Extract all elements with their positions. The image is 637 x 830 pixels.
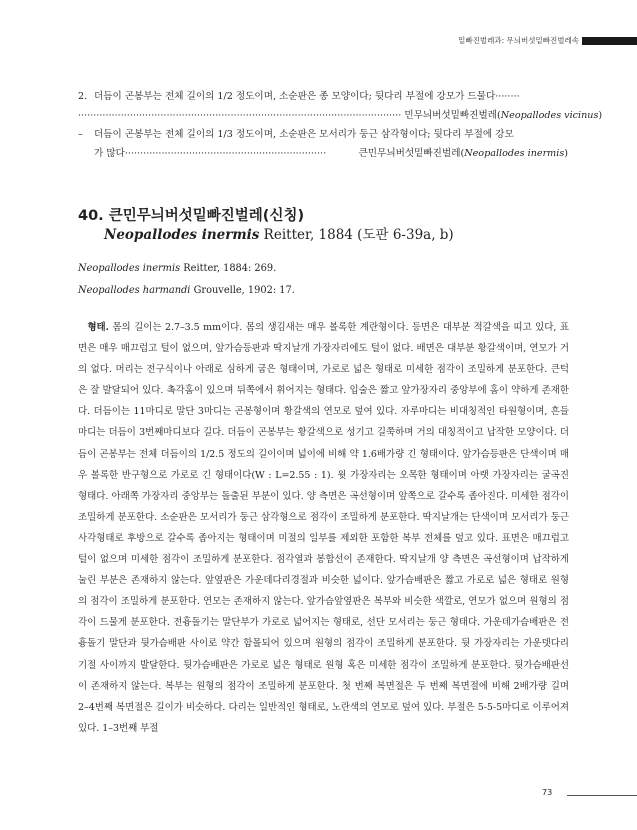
key-taxon-sci: Neopallodes vicinus <box>500 110 599 121</box>
synonym-citation: Grouvelle, 1902: 17. <box>193 285 295 296</box>
page-number: 73 <box>542 788 553 797</box>
synonym-sci: Neopallodes inermis <box>78 263 181 274</box>
running-header <box>0 35 637 47</box>
key-taxon-sci: Neopallodes inermis <box>464 148 565 159</box>
synonym-citation: Reitter, 1884: 269. <box>183 263 277 274</box>
key-taxon-name: 큰민무늬버섯밑빠진벌레 <box>358 148 461 159</box>
key-leader-dots: ·································································· <box>124 148 327 159</box>
key-result: 가 많다 ·································································· 큰민무늬버섯밑빠진벌레 ( Neopallodes inermis ) <box>78 144 568 163</box>
key-result: ·········································································································· 민무늬버섯밑빠진벌레(Neopallodes vicinus) <box>78 110 603 121</box>
synonym-entry <box>78 284 295 298</box>
key-number: – <box>78 129 83 140</box>
running-title: 밑빠진벌레과: 무늬버섯밑빠진벌레속 <box>458 36 579 45</box>
species-author: Reitter, 1884 (도판 6-39a, b) <box>263 227 454 243</box>
synonym-sci: Neopallodes harmandi <box>78 285 191 296</box>
key-leader-dots: ·········································································································· <box>78 110 402 121</box>
species-title: 40. 큰민무늬버섯밑빠진벌레(신칭) <box>78 208 305 224</box>
description-text: 몸의 길이는 2.7–3.5 mm이다. 몸의 생김새는 매우 볼록한 계란형이다. 등면은 대부분 적갈색을 띠고 있다, 표면은 매우 매끄럽고 털이 없으며, 앞가슴등판과 딱지날개 가장자리에도 털이 없다. 배면은 대부분 황갈색이며, 연모가 거의 없다. 머리는 전구식이나 아래로 심하게 굽은 형태이며, 가로로 넓은 형태로 미세한 점각이 조밀하게 분포한다. 큰턱은 잘 발달되어 있다. 촉각홈이 있으며 뒤쪽에서 휘어지는 형태다. 입술은 짧고 앞가장자리 중앙부에 홈이 약하게 존재한다. 더듬이는 11마디로 말단 3마디는 곤봉형이며 황갈색의 연모로 덮여 있다. 자루마디는 비대칭적인 타원형이며, 흔들마디는 더듬이 3번째마디보다 길다. 더듬이 곤봉부는 황갈색으로 성기고 길쭉하며 거의 대칭적이고 납작한 모양이다. 더듬이 곤봉부는 전체 더듬이의 1/2.5 정도의 길이이며 넓이에 비해 약 1.6배가량 긴 형태이다. 앞가슴등판은 단색이며 매우 볼록한 반구형으로 가로로 긴 형태이다(W : L=2.55 : 1). 윗 가장자리는 오목한 형태이며 아랫 가장자리는 굴곡진 형태다. 아래쪽 가장자리 중앙부는 돌출된 부분이 있다. 양 측면은 곡선형이며 앞쪽으로 갈수록 좁아진다. 미세한 점각이 조밀하게 분포한다. 소순판은 모서리가 둥근 삼각형으로 점각이 조밀하게 분포한다. 딱지날개는 단색이며 모서리가 둥근 사각형태로 후방으로 갈수록 좁아지는 형태이며 미절의 일부를 제외한 포함한 복부 전체를 덮고 있다. 표면은 매끄럽고 털이 없으며 미세한 점각이 조밀하게 분포한다. 점각열과 봉합선이 존재한다. 딱지날개 양 측면은 곡선형이며 납작하게 눌린 부분은 존재하지 않는다. 앞옆판은 가운데다리경절과 비슷한 넓이다. 앞가슴배판은 짧고 가로로 넓은 형태로 원형의 점각이 조밀하게 분포한다. 연모는 존재하지 않는다. 앞가슴앞옆판은 복부와 비슷한 색깔로, 연모가 없으며 원형의 점각이 드물게 분포한다. 전흉돌기는 말단부가 가로로 넓어지는 형태로, 선단 모서리는 둥근 형태다. 가운데가슴배판은 전흉돌기 말단과 뒷가슴배판 사이로 약간 함몰되어 있으며 원형의 점각이 조밀하게 분포한다. 뒷 가장자리는 가운뎃다리 기절 사이까지 발달한다. 뒷가슴배판은 가로로 넓은 형태로 원형 혹은 미세한 점각이 조밀하게 분포한다. 뒷가슴배판선이 존재하지 않는다. 복부는 원형의 점각이 조밀하게 분포한다. 첫 번째 복면절은 두 번째 복면절에 비해 2배가량 길며 2–4번째 복면절은 길이가 비슷하다. 다리는 일반적인 형태로, 노란색의 연모로 덮여 있다. 부절은 5-5-5마디로 이루어져 있다. 1–3번째 부절 <box>78 322 569 734</box>
header-bar <box>582 37 637 45</box>
key-line <box>78 87 568 106</box>
key-couplet-2 <box>78 87 603 125</box>
key-line <box>78 125 568 144</box>
footer-rule <box>567 795 637 796</box>
synonym-entry <box>78 262 276 276</box>
key-number: 2. <box>78 91 88 102</box>
key-text: 더듬이 곤봉부는 전체 길이의 1/3 정도이며, 소순판은 모서리가 둥근 삼각형이다; 뒷다리 부절에 강모 <box>94 129 514 140</box>
species-sci: Neopallodes inermis <box>104 227 260 243</box>
species-scientific-name <box>104 226 454 244</box>
description-paragraph <box>78 317 569 739</box>
key-text: 더듬이 곤봉부는 전체 길이의 1/2 정도이며, 소순판은 종 모양이다; 뒷다리 부절에 강모가 드물다········ <box>94 91 520 102</box>
key-text-cont: 가 많다 <box>94 148 125 159</box>
key-couplet-2-alt <box>78 125 568 163</box>
key-taxon-name: 민무늬버섯밑빠진벌레 <box>404 110 498 121</box>
description-label: 형태. <box>87 322 109 333</box>
